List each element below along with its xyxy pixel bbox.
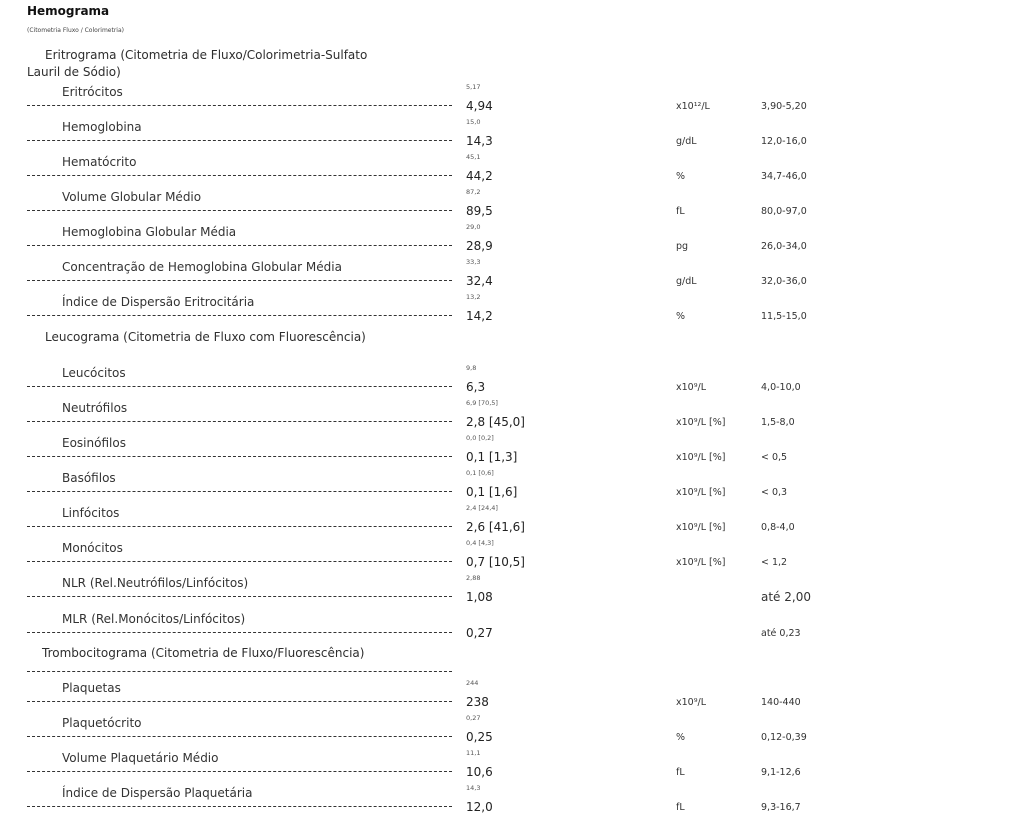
- previous-result: 0,0 [0,2]: [466, 434, 494, 442]
- result-value: 89,5: [466, 204, 493, 218]
- section-divider: [27, 671, 452, 672]
- result-value: 1,08: [466, 590, 493, 604]
- result-unit: x10⁹/L [%]: [676, 557, 726, 568]
- leader-dots: [27, 596, 452, 597]
- leader-dots: [27, 421, 452, 422]
- reference-range: 32,0-36,0: [761, 276, 807, 287]
- previous-result: 0,27: [466, 714, 481, 722]
- result-value: 2,8 [45,0]: [466, 415, 525, 429]
- reference-range: até 2,00: [761, 590, 811, 604]
- leader-dots: [27, 806, 452, 807]
- result-value: 10,6: [466, 765, 493, 779]
- previous-result: 0,1 [0,6]: [466, 469, 494, 477]
- result-value: 2,6 [41,6]: [466, 520, 525, 534]
- result-unit: x10⁹/L [%]: [676, 417, 726, 428]
- previous-result: 244: [466, 679, 479, 687]
- leader-dots: [27, 315, 452, 316]
- previous-result: 0,4 [4,3]: [466, 539, 494, 547]
- reference-range: < 0,5: [761, 452, 788, 463]
- result-value: 0,1 [1,6]: [466, 485, 518, 499]
- previous-result: 45,1: [466, 153, 481, 161]
- result-label: Neutrófilos: [62, 401, 128, 415]
- result-unit: fL: [676, 767, 685, 778]
- result-unit: x10⁹/L: [676, 382, 707, 393]
- result-value: 0,1 [1,3]: [466, 450, 518, 464]
- result-label: Hemoglobina Globular Média: [62, 225, 237, 239]
- result-unit: g/dL: [676, 136, 697, 147]
- reference-range: até 0,23: [761, 628, 801, 639]
- result-value: 6,3: [466, 380, 486, 394]
- reference-range: 0,8-4,0: [761, 522, 795, 533]
- result-label: Plaquetócrito: [62, 716, 142, 730]
- previous-result: 11,1: [466, 749, 481, 757]
- result-label: MLR (Rel.Monócitos/Linfócitos): [62, 612, 246, 626]
- result-value: 0,27: [466, 626, 493, 640]
- result-value: 28,9: [466, 239, 493, 253]
- result-unit: g/dL: [676, 276, 697, 287]
- previous-result: 13,2: [466, 293, 481, 301]
- result-label: Volume Plaquetário Médio: [62, 751, 219, 765]
- result-unit: %: [676, 732, 686, 743]
- leader-dots: [27, 491, 452, 492]
- result-value: 12,0: [466, 800, 493, 814]
- result-value: 0,7 [10,5]: [466, 555, 525, 569]
- result-label: Eosinófilos: [62, 436, 126, 450]
- result-label: Monócitos: [62, 541, 123, 555]
- result-unit: x10⁹/L [%]: [676, 487, 726, 498]
- leader-dots: [27, 736, 452, 737]
- result-unit: x10⁹/L: [676, 697, 707, 708]
- previous-result: 6,9 [70,5]: [466, 399, 498, 407]
- leader-dots: [27, 632, 452, 633]
- previous-result: 87,2: [466, 188, 481, 196]
- reference-range: < 0,3: [761, 487, 788, 498]
- leader-dots: [27, 456, 452, 457]
- previous-result: 15,0: [466, 118, 481, 126]
- previous-result: 29,0: [466, 223, 481, 231]
- reference-range: 11,5-15,0: [761, 311, 807, 322]
- leader-dots: [27, 245, 452, 246]
- leader-dots: [27, 140, 452, 141]
- leader-dots: [27, 701, 452, 702]
- result-label: Hematócrito: [62, 155, 137, 169]
- result-value: 32,4: [466, 274, 493, 288]
- previous-result: 33,3: [466, 258, 481, 266]
- result-unit: x10⁹/L [%]: [676, 452, 726, 463]
- result-value: 4,94: [466, 99, 493, 113]
- previous-result: 2,88: [466, 574, 481, 582]
- reference-range: 0,12-0,39: [761, 732, 807, 743]
- section-leucograma-title: Leucograma (Citometria de Fluxo com Fluorescência): [45, 330, 366, 344]
- result-label: Volume Globular Médio: [62, 190, 202, 204]
- leader-dots: [27, 210, 452, 211]
- reference-range: 12,0-16,0: [761, 136, 807, 147]
- previous-result: 2,4 [24,4]: [466, 504, 498, 512]
- result-label: Basófilos: [62, 471, 116, 485]
- report-title: Hemograma: [27, 4, 110, 18]
- reference-range: 1,5-8,0: [761, 417, 795, 428]
- result-value: 44,2: [466, 169, 493, 183]
- result-unit: x10¹²/L: [676, 101, 710, 112]
- previous-result: 9,8: [466, 364, 477, 372]
- result-unit: %: [676, 311, 686, 322]
- section-eritrograma-title-cont: Lauril de Sódio): [27, 65, 121, 79]
- result-label: Concentração de Hemoglobina Globular Média: [62, 260, 342, 274]
- reference-range: 4,0-10,0: [761, 382, 801, 393]
- leader-dots: [27, 561, 452, 562]
- leader-dots: [27, 105, 452, 106]
- report-method: (Citometria Fluxo / Colorimetria): [27, 27, 124, 34]
- result-unit: fL: [676, 802, 685, 813]
- reference-range: 26,0-34,0: [761, 241, 807, 252]
- result-label: Hemoglobina: [62, 120, 142, 134]
- result-label: Linfócitos: [62, 506, 120, 520]
- result-value: 14,2: [466, 309, 493, 323]
- leader-dots: [27, 175, 452, 176]
- result-unit: fL: [676, 206, 685, 217]
- reference-range: 9,3-16,7: [761, 802, 801, 813]
- reference-range: 140-440: [761, 697, 801, 708]
- previous-result: 14,3: [466, 784, 481, 792]
- reference-range: < 1,2: [761, 557, 788, 568]
- result-value: 0,25: [466, 730, 493, 744]
- leader-dots: [27, 526, 452, 527]
- section-trombocitograma-title: Trombocitograma (Citometria de Fluxo/Fluorescência): [42, 646, 365, 660]
- reference-range: 34,7-46,0: [761, 171, 807, 182]
- reference-range: 80,0-97,0: [761, 206, 807, 217]
- result-value: 14,3: [466, 134, 493, 148]
- result-label: Plaquetas: [62, 681, 121, 695]
- result-label: Índice de Dispersão Plaquetária: [62, 786, 253, 800]
- reference-range: 9,1-12,6: [761, 767, 801, 778]
- result-label: NLR (Rel.Neutrófilos/Linfócitos): [62, 576, 249, 590]
- result-unit: pg: [676, 241, 689, 252]
- result-label: Índice de Dispersão Eritrocitária: [62, 295, 255, 309]
- previous-result: 5,17: [466, 83, 481, 91]
- leader-dots: [27, 386, 452, 387]
- result-unit: %: [676, 171, 686, 182]
- leader-dots: [27, 280, 452, 281]
- reference-range: 3,90-5,20: [761, 101, 807, 112]
- result-unit: x10⁹/L [%]: [676, 522, 726, 533]
- result-label: Eritrócitos: [62, 85, 123, 99]
- result-value: 238: [466, 695, 489, 709]
- section-eritrograma-title: Eritrograma (Citometria de Fluxo/Colorimetria-Sulfato: [45, 48, 368, 62]
- leader-dots: [27, 771, 452, 772]
- result-label: Leucócitos: [62, 366, 126, 380]
